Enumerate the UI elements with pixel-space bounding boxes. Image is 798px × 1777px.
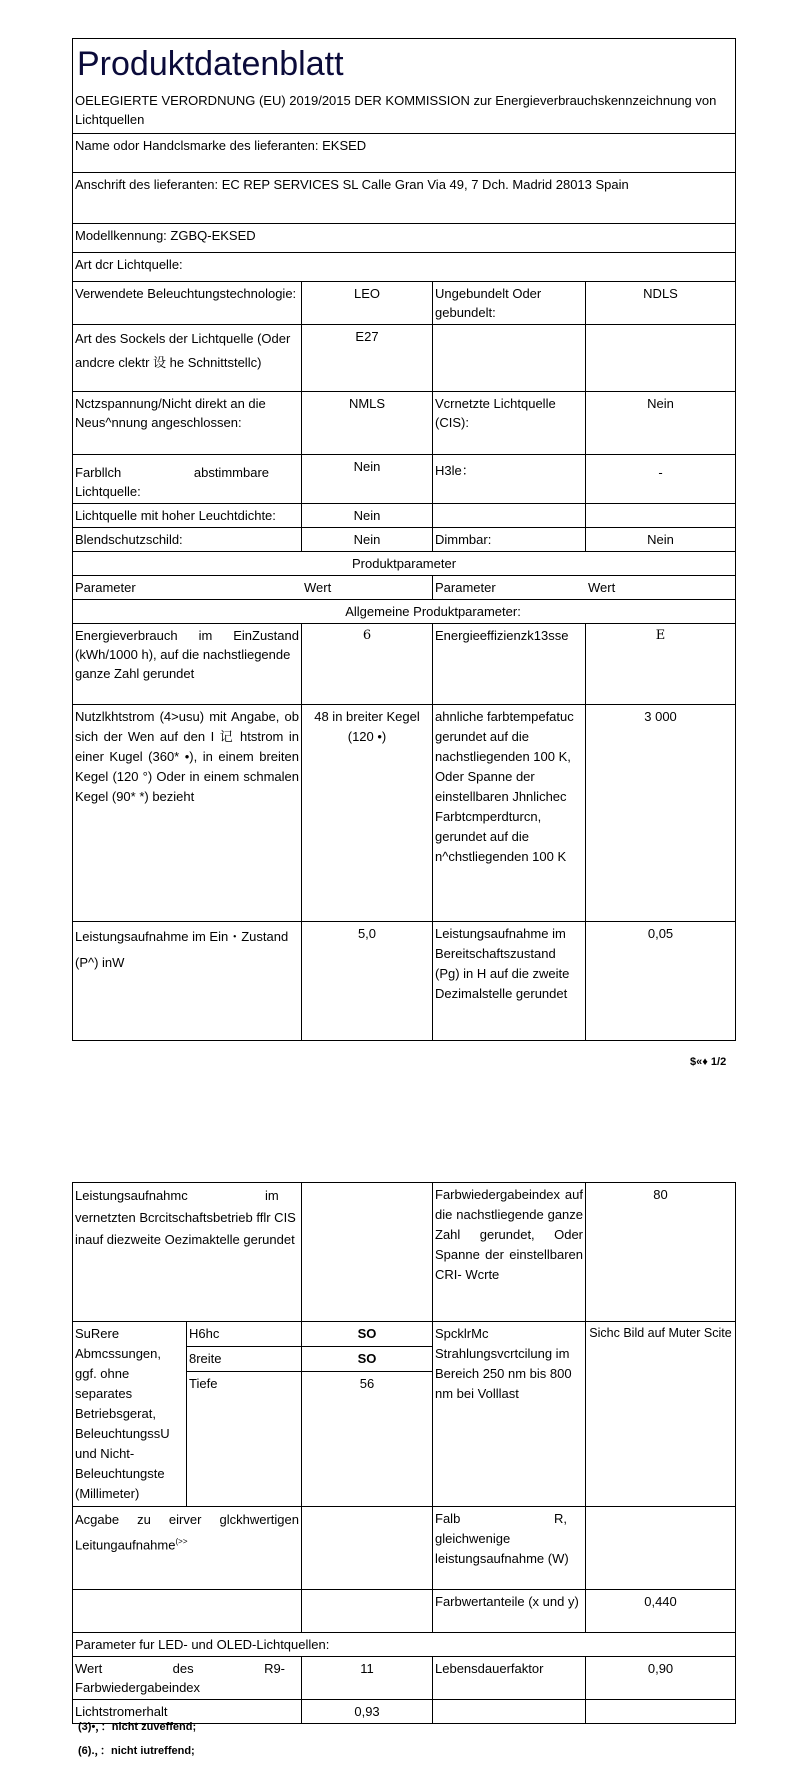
label-word: im bbox=[198, 628, 213, 643]
param-label bbox=[73, 455, 302, 504]
label-word: glckhwertigen bbox=[219, 1512, 299, 1527]
param-label bbox=[433, 325, 586, 392]
supplier-name: Name odor Handclsmarke des lieferanten: EKSED bbox=[73, 134, 736, 173]
dim-label-height: H6hc bbox=[187, 1322, 302, 1347]
label-word: im bbox=[265, 1188, 279, 1203]
led-params-heading: Parameter fur LED- und OLED-Lichtquellen: bbox=[73, 1633, 736, 1657]
general-params-heading: Allgemeine Produktparameter: bbox=[73, 600, 736, 624]
param-label bbox=[73, 1590, 302, 1633]
row-color-tunable bbox=[73, 455, 736, 504]
page-number: $«♦ 1/2 bbox=[690, 1056, 727, 1068]
label-word: Falb bbox=[435, 1511, 461, 1526]
param-label bbox=[73, 1657, 302, 1700]
param-value: LEO bbox=[302, 282, 433, 325]
model-id: Modellkennung: ZGBQ-EKSED bbox=[73, 224, 736, 253]
param-value: NMLS bbox=[302, 392, 433, 455]
param-value: Nein bbox=[302, 455, 433, 504]
param-value bbox=[302, 1183, 433, 1322]
label-word: Wert bbox=[75, 1661, 103, 1676]
supplier-address: Anschrift des lieferanten: EC REP SERVICES SL Calle Gran Via 49, 7 Dch. Madrid 28013 Spain bbox=[73, 173, 736, 224]
label-word: Farbllch bbox=[75, 465, 122, 480]
param-label: Art des Sockels der Lichtquelle (Oder andcre clektr 设 he Schnittstellc) bbox=[73, 325, 302, 392]
footnote-2: (6).，：nicht iutreffend; bbox=[78, 1745, 195, 1757]
param-label bbox=[73, 1183, 302, 1322]
regulation-text: OELEGIERTE VERORDNUNG (EU) 2019/2015 DER KOMMISSION zur Energieverbrauchskennzeichnung von Lichtquellen bbox=[75, 93, 717, 127]
row-equivalent-power bbox=[73, 1507, 736, 1590]
row-mains bbox=[73, 392, 736, 455]
param-value: 3 000 bbox=[586, 705, 736, 922]
label-word: R, bbox=[554, 1511, 568, 1526]
row-flux bbox=[73, 705, 736, 922]
label-word: des bbox=[172, 1661, 194, 1676]
row-r9 bbox=[73, 1657, 736, 1700]
dim-value-depth: 56 bbox=[302, 1372, 433, 1507]
label-word: abstimmbare bbox=[193, 465, 269, 480]
param-label: Dimmbar: bbox=[433, 528, 586, 552]
source-type-label: Art dcr Lichtquelle: bbox=[73, 253, 736, 282]
datasheet-table-1 bbox=[72, 38, 736, 1041]
col-header-parameter: Parameter bbox=[435, 580, 496, 595]
param-value: 0,90 bbox=[586, 1657, 736, 1700]
param-value bbox=[586, 1507, 736, 1590]
param-label: SuRere Abmcssungen, ggf. ohne separates Betriebsgerat, BeleuchtungssU und Nicht-Beleuchtungste (Millimeter) bbox=[73, 1322, 187, 1507]
param-value bbox=[586, 325, 736, 392]
label-word: Lichtquelle: bbox=[75, 484, 141, 499]
param-label: Farbwiedergabeindex auf die nachstliegende ganze Zahl gerundet, Oder Spanne der einstellbaren CRI- Wcrte bbox=[433, 1183, 586, 1322]
row-technology bbox=[73, 282, 736, 325]
param-value: 6 bbox=[302, 624, 433, 705]
param-value: Sichc Bild auf Muter Scite bbox=[586, 1322, 736, 1507]
param-value: Nein bbox=[302, 528, 433, 552]
label-text: gleichwenige leistungsaufnahme (W) bbox=[435, 1531, 569, 1566]
column-headers bbox=[73, 576, 736, 600]
page-2 bbox=[72, 1182, 735, 1724]
param-label bbox=[73, 1507, 302, 1590]
param-value: E27 bbox=[302, 325, 433, 392]
param-label: ahnliche farbtempefatuc gerundet auf die nachstliegenden 100 K, Oder Spanne der einstellbaren Jhnlichec Farbtcmperdturcn, gerundet auf die n^chstliegenden 100 K bbox=[433, 705, 586, 922]
param-label: Leistungsaufnahme im Bereitschaftszustand (Pg) in H auf die zweite Dezimalstelle gerundet bbox=[433, 922, 586, 1041]
dim-value-height: SO bbox=[302, 1322, 433, 1347]
param-label: Lebensdauerfaktor bbox=[433, 1657, 586, 1700]
row-high-luminance bbox=[73, 504, 736, 528]
dim-label-depth: Tiefe bbox=[187, 1372, 302, 1507]
param-label bbox=[73, 624, 302, 705]
col-header-pair bbox=[73, 576, 433, 600]
param-value: 80 bbox=[586, 1183, 736, 1322]
label-word: zu bbox=[137, 1512, 151, 1527]
param-label: Lichtstromerhalt bbox=[73, 1700, 302, 1724]
param-label: Nctzspannung/Nicht direkt an die Neus^nnung angeschlossen: bbox=[73, 392, 302, 455]
col-header-wert: Wert bbox=[304, 580, 332, 595]
param-label bbox=[433, 1700, 586, 1724]
param-value: 5,0 bbox=[302, 922, 433, 1041]
col-header-wert: Wert bbox=[588, 580, 616, 595]
param-label: H3le： bbox=[433, 455, 586, 504]
product-params-heading: Produktparameter bbox=[73, 552, 736, 576]
param-value: 48 in breiter Kegel (120 •) bbox=[302, 705, 433, 922]
label-word: Acgabe bbox=[75, 1512, 120, 1527]
param-label: Farbwertanteile (x und y) bbox=[433, 1590, 586, 1633]
param-value bbox=[302, 1507, 433, 1590]
col-header-parameter: Parameter bbox=[75, 580, 136, 595]
row-dimensions-1 bbox=[73, 1322, 736, 1347]
param-value: 0,05 bbox=[586, 922, 736, 1041]
label-word: EinZustand bbox=[233, 628, 299, 643]
param-label: Lichtquelle mit hoher Leuchtdichte: bbox=[73, 504, 302, 528]
param-label: Vcrnetzte Lichtquelle (CIS): bbox=[433, 392, 586, 455]
dim-value-width: SO bbox=[302, 1347, 433, 1372]
page-title: Produktdatenblatt bbox=[77, 45, 344, 83]
param-value: Nein bbox=[586, 392, 736, 455]
row-power bbox=[73, 922, 736, 1041]
param-label: Energieeffizienzk13sse bbox=[433, 624, 586, 705]
label-word: Leitungaufnahme bbox=[75, 1537, 176, 1553]
param-label: SpcklrMc Strahlungsvcrtcilung im Bereich 250 nm bis 800 nm bei Volllast bbox=[433, 1322, 586, 1507]
row-glare-shield bbox=[73, 528, 736, 552]
row-energy bbox=[73, 624, 736, 705]
param-value: 11 bbox=[302, 1657, 433, 1700]
header-cell bbox=[73, 39, 736, 134]
param-value bbox=[586, 504, 736, 528]
param-value: 0,440 bbox=[586, 1590, 736, 1633]
footnote-marker: (>> bbox=[175, 1537, 188, 1546]
param-value bbox=[586, 1700, 736, 1724]
param-label: Ungebundelt Oder gebundelt: bbox=[433, 282, 586, 325]
label-text: vernetzten Bcrcitschaftsbetrieb fflr CIS inauf diezweite Oezimaktelle gerundet bbox=[75, 1210, 296, 1247]
param-label: Leistungsaufnahme im Ein・Zustand (P^) inW bbox=[73, 922, 302, 1041]
param-label bbox=[433, 1507, 586, 1590]
row-socket bbox=[73, 325, 736, 392]
param-value: NDLS bbox=[586, 282, 736, 325]
datasheet-table-2 bbox=[72, 1182, 736, 1724]
param-value bbox=[302, 1590, 433, 1633]
label-word: eirver bbox=[168, 1512, 202, 1527]
param-label: Blendschutzschild: bbox=[73, 528, 302, 552]
label-word: R9- bbox=[264, 1661, 286, 1676]
label-word: Energieverbrauch bbox=[75, 628, 178, 643]
param-value: - bbox=[586, 455, 736, 504]
page-1 bbox=[72, 38, 735, 1041]
col-header-pair bbox=[433, 576, 736, 600]
dim-label-width: 8reite bbox=[187, 1347, 302, 1372]
label-word: Leistungsaufnahmc bbox=[75, 1188, 188, 1203]
label-text: (kWh/1000 h), auf die nachstliegende ganze Zahl gerundet bbox=[75, 647, 291, 681]
row-networked-standby bbox=[73, 1183, 736, 1322]
param-value: Nein bbox=[586, 528, 736, 552]
energy-class: E bbox=[586, 624, 736, 705]
label-text: Farbwiedergabeindex bbox=[75, 1680, 201, 1695]
param-label bbox=[433, 504, 586, 528]
row-chromaticity bbox=[73, 1590, 736, 1633]
param-label: Verwendete Beleuchtungstechnologie: bbox=[73, 282, 302, 325]
param-value: 0,93 bbox=[302, 1700, 433, 1724]
param-label: Nutzlkhtstrom (4>usu) mit Angabe, ob sich der Wen auf den I 记 htstrom in einer Kugel (360* •), in einem breiten Kegel (120 °) Oder in einem schmalen Kegel (90* *) bezieht bbox=[73, 705, 302, 922]
param-value: Nein bbox=[302, 504, 433, 528]
footnote-1: (3)•，：nicht zuveffend; bbox=[78, 1721, 197, 1733]
